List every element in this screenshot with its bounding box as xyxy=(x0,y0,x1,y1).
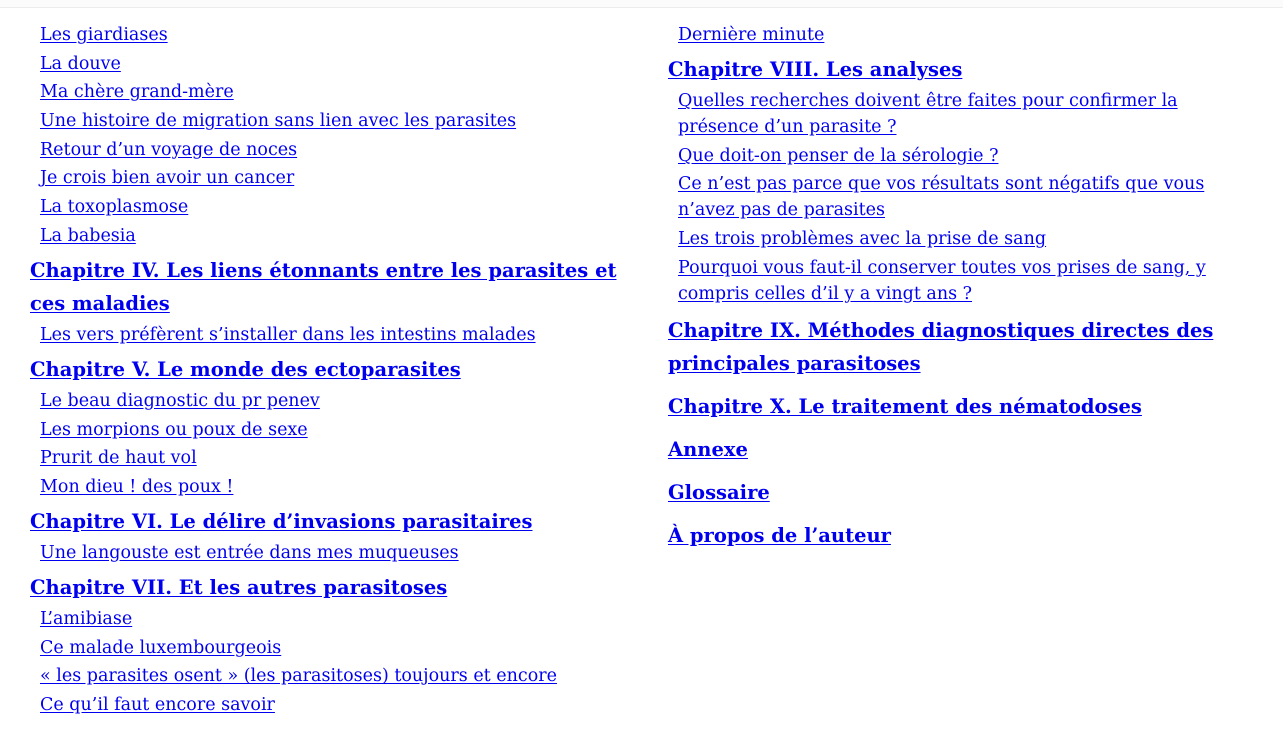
toc-chapter-chapitre-v-le-monde-des-ectoparasites xyxy=(30,353,630,386)
chapter-link[interactable]: Annexe xyxy=(668,437,748,461)
entry-link[interactable]: Pourquoi vous faut-il conserver toutes vos prises de sang, y compris celles d’il y a vingt ans ? xyxy=(678,257,1206,304)
toc-entry-l-amibiase xyxy=(40,606,630,632)
toc-entry-les-parasites-osent-les-parasitoses-touj xyxy=(40,663,630,689)
toc-chapter-chapitre-x-le-traitement-des-nematodoses xyxy=(668,390,1258,423)
toc-entry-quelles-recherches-doivent-etre-faites-p xyxy=(678,88,1258,140)
toc-entry-ce-malade-luxembourgeois xyxy=(40,635,630,661)
chapter-link[interactable]: Glossaire xyxy=(668,480,770,504)
entry-link[interactable]: Une histoire de migration sans lien avec les parasites xyxy=(40,111,517,132)
chapter-link[interactable]: À propos de l’auteur xyxy=(668,523,891,547)
toc-chapter-chapitre-iv-les-liens-etonnants-entre-le xyxy=(30,254,630,320)
toc-entry-une-langouste-est-entree-dans-mes-muqueu xyxy=(40,540,630,566)
toc-entry-la-douve xyxy=(40,51,630,77)
chapter-link[interactable]: Chapitre VI. Le délire d’invasions parasitaires xyxy=(30,509,533,533)
entry-link[interactable]: Une langouste est entrée dans mes muqueuses xyxy=(40,542,459,563)
toc-entry-ma-chere-grand-mere xyxy=(40,79,630,105)
toc-chapter-glossaire xyxy=(668,476,1258,509)
toc-right-column xyxy=(668,22,1258,562)
toc-chapter-a-propos-de-l-auteur xyxy=(668,519,1258,552)
toc-entry-les-giardiases xyxy=(40,22,630,48)
toc-chapter-chapitre-viii-les-analyses xyxy=(668,53,1258,86)
entry-link[interactable]: Les giardiases xyxy=(40,25,168,45)
toc-entry-une-histoire-de-migration-sans-lien-avec xyxy=(40,108,630,134)
entry-link[interactable]: Prurit de haut vol xyxy=(40,448,197,469)
entry-link[interactable]: Ce malade luxembourgeois xyxy=(40,637,282,658)
entry-link[interactable]: L’amibiase xyxy=(40,608,133,629)
chapter-link[interactable]: Chapitre VIII. Les analyses xyxy=(668,58,963,81)
toc-entry-pourquoi-vous-faut-il-conserver-toutes-v xyxy=(678,255,1258,307)
toc-entry-je-crois-bien-avoir-un-cancer xyxy=(40,165,630,191)
toc-chapter-annexe xyxy=(668,433,1258,466)
toc-chapter-chapitre-vii-et-les-autres-parasitoses xyxy=(30,571,630,604)
toc-entry-retour-d-un-voyage-de-noces xyxy=(40,137,630,163)
toc-entry-la-babesia xyxy=(40,223,630,249)
toc-entry-que-doit-on-penser-de-la-serologie xyxy=(678,143,1258,169)
toc-entry-ce-qu-il-faut-encore-savoir xyxy=(40,692,630,718)
toc-entry-ce-n-est-pas-parce-que-vos-resultats-son xyxy=(678,171,1258,223)
toc-left-column xyxy=(30,22,630,721)
chapter-link[interactable]: Chapitre X. Le traitement des nématodoses xyxy=(668,394,1142,418)
chapter-link[interactable]: Chapitre V. Le monde des ectoparasites xyxy=(30,357,461,381)
top-border xyxy=(0,0,1283,8)
entry-link[interactable]: Dernière minute xyxy=(678,25,825,45)
entry-link[interactable]: Les morpions ou poux de sexe xyxy=(40,419,308,440)
entry-link[interactable]: Le beau diagnostic du pr penev xyxy=(40,390,320,411)
chapter-link[interactable]: Chapitre VII. Et les autres parasitoses xyxy=(30,575,448,599)
entry-link[interactable]: Retour d’un voyage de noces xyxy=(40,139,298,160)
entry-link[interactable]: Que doit-on penser de la sérologie ? xyxy=(678,145,999,166)
entry-link[interactable]: Les vers préfèrent s’installer dans les intestins malades xyxy=(40,324,536,345)
entry-link[interactable]: La babesia xyxy=(40,225,136,246)
entry-link[interactable]: « les parasites osent » (les parasitoses) toujours et encore xyxy=(40,666,557,687)
entry-link[interactable]: Ce n’est pas parce que vos résultats sont négatifs que vous n’avez pas de parasites xyxy=(678,174,1205,221)
toc-entry-les-trois-problemes-avec-la-prise-de-san xyxy=(678,226,1258,252)
entry-link[interactable]: La toxoplasmose xyxy=(40,197,189,218)
chapter-link[interactable]: Chapitre IX. Méthodes diagnostiques directes des principales parasitoses xyxy=(668,318,1214,375)
toc-entry-les-vers-preferent-s-installer-dans-les- xyxy=(40,322,630,348)
entry-link[interactable]: Mon dieu ! des poux ! xyxy=(40,476,234,497)
chapter-link[interactable]: Chapitre IV. Les liens étonnants entre les parasites et ces maladies xyxy=(30,258,617,315)
toc-entry-prurit-de-haut-vol xyxy=(40,445,630,471)
toc-entry-derniere-minute xyxy=(678,22,1258,48)
toc-entry-mon-dieu-des-poux xyxy=(40,474,630,500)
toc-entry-la-toxoplasmose xyxy=(40,194,630,220)
entry-link[interactable]: Quelles recherches doivent être faites pour confirmer la présence d’un parasite ? xyxy=(678,91,1178,137)
entry-link[interactable]: La douve xyxy=(40,53,121,74)
toc-entry-les-morpions-ou-poux-de-sexe xyxy=(40,417,630,443)
toc-chapter-chapitre-ix-methodes-diagnostiques-direc xyxy=(668,314,1258,380)
entry-link[interactable]: Les trois problèmes avec la prise de sang xyxy=(678,229,1047,250)
entry-link[interactable]: Ce qu’il faut encore savoir xyxy=(40,694,275,715)
toc-chapter-chapitre-vi-le-delire-d-invasions-parasi xyxy=(30,505,630,538)
entry-link[interactable]: Ma chère grand-mère xyxy=(40,82,234,103)
toc-entry-le-beau-diagnostic-du-pr-penev xyxy=(40,388,630,414)
entry-link[interactable]: Je crois bien avoir un cancer xyxy=(40,168,295,189)
